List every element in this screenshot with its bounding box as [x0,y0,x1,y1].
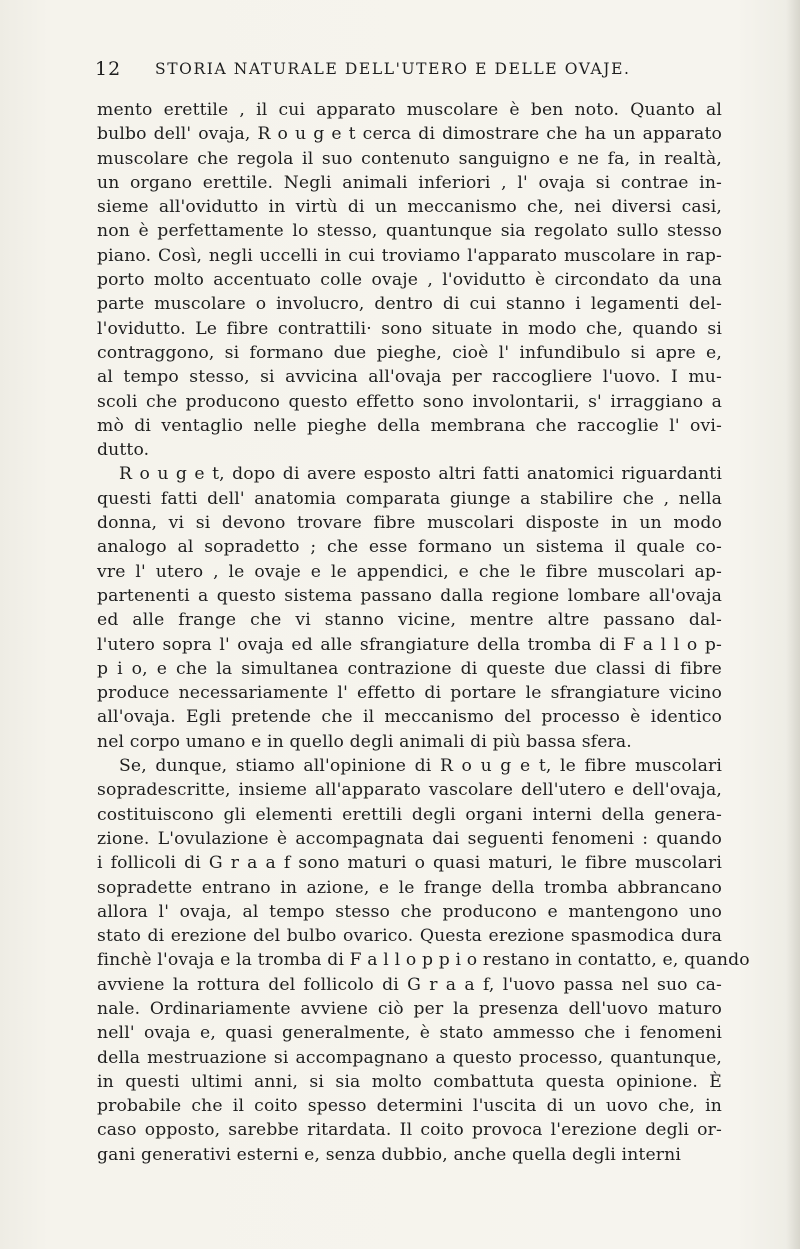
running-title: STORIA NATURALE DELL'UTERO E DELLE OVAJE. [155,60,631,78]
paragraph-start-line: Se, dunque, stiamo all'opinione di R o u g e t, le fibre muscolari [119,756,722,777]
text-line: sopradette entrano in azione, e le frange della tromba abbrancano [97,877,722,898]
paragraph-start-line: R o u g e t, dopo di avere esposto altri fatti anatomici riguardanti [119,464,722,485]
text-line: contraggono, si formano due pieghe, cioè l' infundibulo si apre e, [97,342,722,363]
text-line: zione. L'ovulazione è accompagnata dai seguenti fenomeni : quando [97,828,722,849]
text-line: l'utero sopra l' ovaja ed alle sfrangiature della tromba di F a l l o p- [97,634,722,655]
text-line: nell' ovaja e, quasi generalmente, è stato ammesso che i fenomeni [97,1023,722,1044]
text-line: stato di erezione del bulbo ovarico. Questa erezione spasmodica dura [97,926,722,947]
text-line: vre l' utero , le ovaje e le appendici, e che le fibre muscolari ap- [97,561,722,582]
text-line: piano. Così, negli uccelli in cui troviamo l'apparato muscolare in rap- [97,245,722,266]
text-line: bulbo dell' ovaja, R o u g e t cerca di dimostrare che ha un apparato [97,124,722,145]
page-edge-shadow [786,0,800,1249]
text-line: produce necessariamente l' effetto di portare le sfrangiature vicino [97,683,722,704]
page-header [95,58,725,82]
text-line: parte muscolare o involucro, dentro di cui stanno i legamenti del- [97,294,722,315]
text-line: avviene la rottura del follicolo di G r a a f, l'uovo passa nel suo ca- [97,974,722,995]
text-line: caso opposto, sarebbe ritardata. Il coito provoca l'erezione degli or- [97,1120,722,1141]
text-line: questi fatti dell' anatomia comparata giunge a stabilire che , nella [97,488,722,509]
text-line: ed alle frange che vi stanno vicine, mentre altre passano dal- [97,610,722,631]
text-line: nale. Ordinariamente avviene ciò per la presenza dell'uovo maturo [97,998,722,1019]
text-line: l'ovidutto. Le fibre contrattili· sono situate in modo che, quando si [97,318,722,339]
text-line: analogo al sopradetto ; che esse formano un sistema il quale co- [97,537,722,558]
text-line: allora l' ovaja, al tempo stesso che producono e mantengono uno [97,901,722,922]
text-line: dutto. [97,440,150,461]
text-line: al tempo stesso, si avvicina all'ovaja per raccogliere l'uovo. I mu- [97,367,722,388]
text-line: sieme all'ovidutto in virtù di un meccanismo che, nei diversi casi, [97,197,722,218]
text-line: donna, vi si devono trovare fibre muscolari disposte in un modo [97,513,722,534]
text-line: scoli che producono questo effetto sono involontarii, s' irraggiano a [97,391,722,412]
text-line: finchè l'ovaja e la tromba di F a l l o p p i o restano in contatto, e, quando [97,950,750,971]
text-line: non è perfettamente lo stesso, quantunque sia regolato sullo stesso [97,221,722,242]
text-line: partenenti a questo sistema passano dalla regione lombare all'ovaja [97,585,722,606]
text-line: p i o, e che la simultanea contrazione di queste due classi di fibre [97,658,722,679]
text-line: sopradescritte, insieme all'apparato vascolare dell'utero e dell'ovaja, [97,780,722,801]
text-line: muscolare che regola il suo contenuto sanguigno e ne fa, in realtà, [97,148,722,169]
text-line: mò di ventaglio nelle pieghe della membrana che raccoglie l' ovi- [97,415,722,436]
text-line: un organo erettile. Negli animali inferiori , l' ovaja si contrae in- [97,172,722,193]
body-text [97,98,750,1167]
text-line: in questi ultimi anni, si sia molto combattuta questa opinione. È [97,1071,722,1092]
text-line: porto molto accentuato colle ovaje , l'ovidutto è circondato da una [97,270,722,291]
text-line: probabile che il coito spesso determini l'uscita di un uovo che, in [97,1096,722,1117]
text-line: costituiscono gli elementi erettili degli organi interni della genera- [97,804,722,825]
text-line: della mestruazione si accompagnano a questo processo, quantunque, [97,1047,722,1068]
text-line: i follicoli di G r a a f sono maturi o quasi maturi, le fibre muscolari [97,853,722,874]
text-line: gani generativi esterni e, senza dubbio, anche quella degli interni [97,1144,682,1165]
page-number: 12 [95,58,122,80]
text-line: nel corpo umano e in quello degli animali di più bassa sfera. [97,731,632,752]
text-line: mento erettile , il cui apparato muscolare è ben noto. Quanto al [97,100,722,120]
text-line: all'ovaja. Egli pretende che il meccanismo del processo è identico [97,707,722,728]
